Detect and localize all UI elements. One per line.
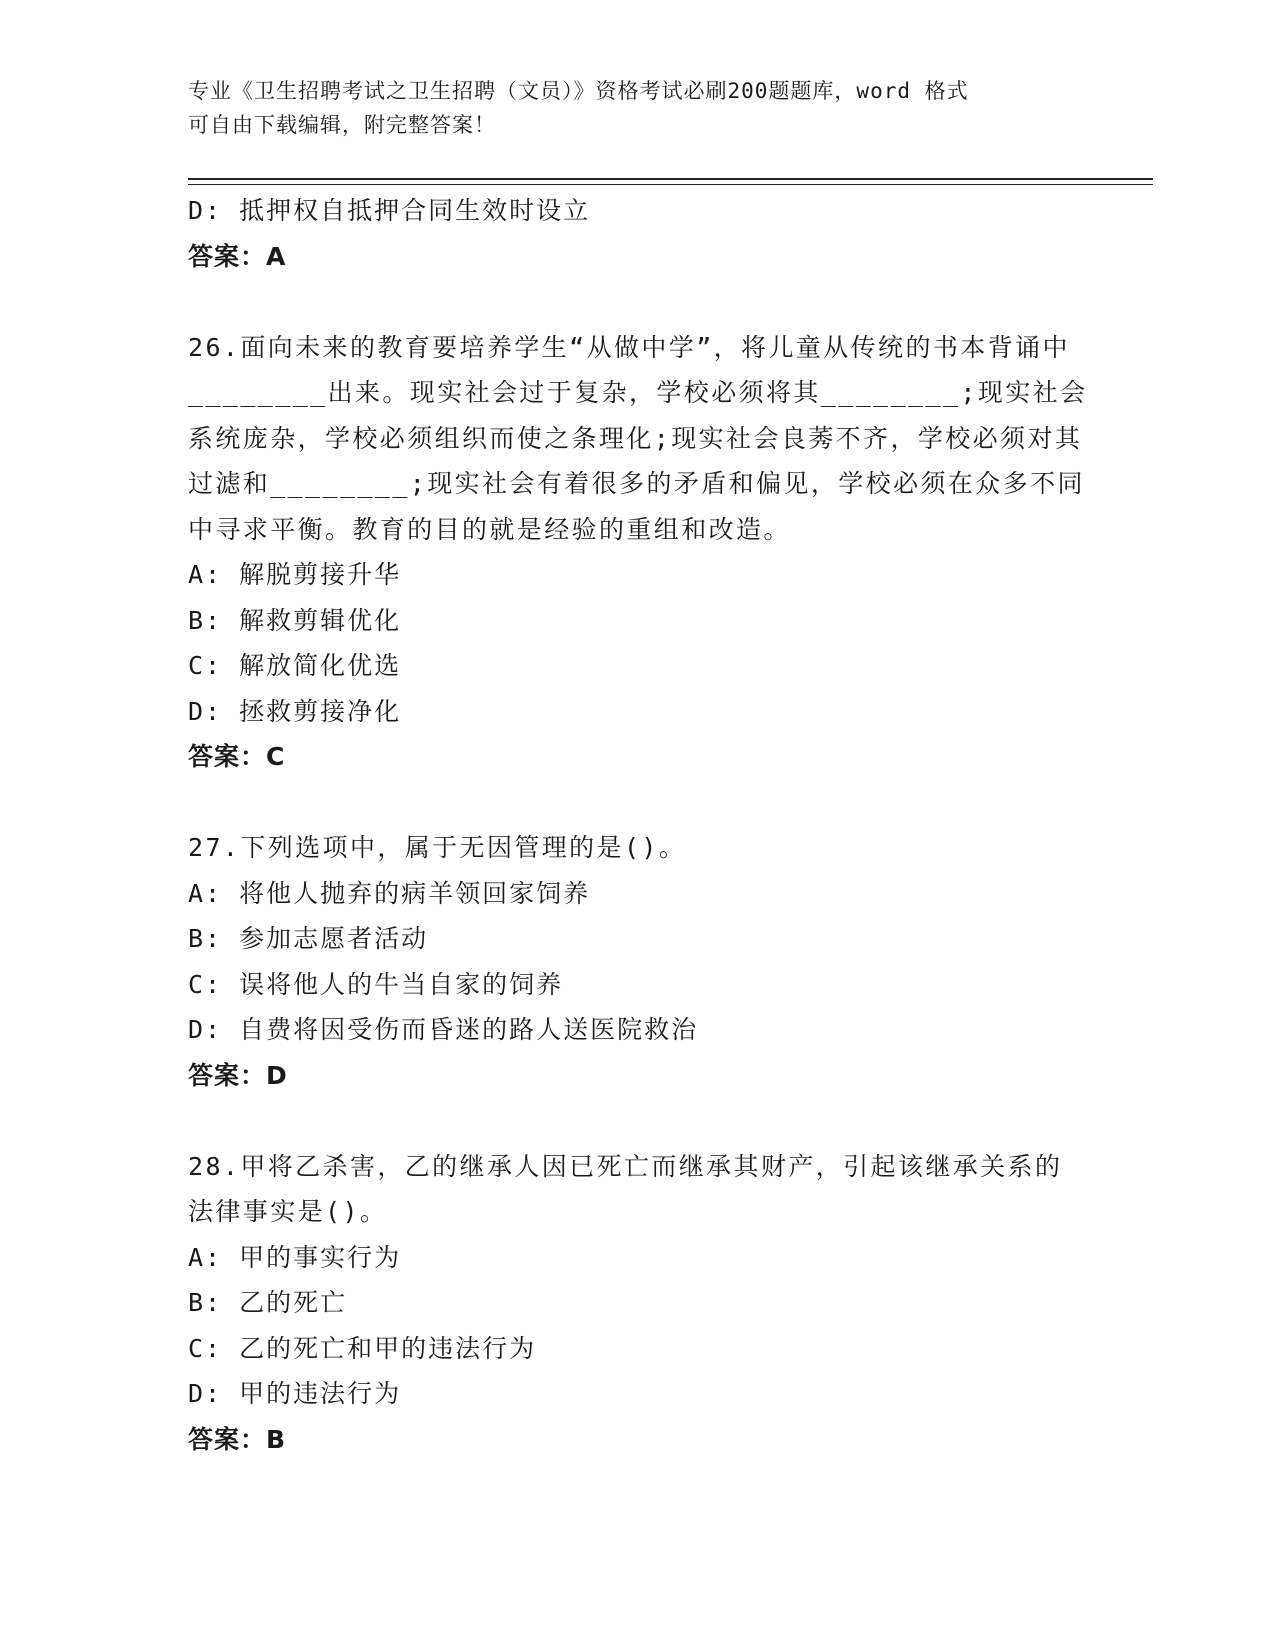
question-stem: 26.面向未来的教育要培养学生“从做中学”，将儿童从传统的书本背诵中________出来。现实社会过于复杂，学校必须将其________;现实社会系统庞杂，学校必须组织而使之条理化;现实社会良莠不齐，学校必须对其过滤和________;现实社会有着很多的矛盾和偏见，学校必须在众多不同中寻求平衡。教育的目的就是经验的重组和改造。	[188, 332, 1088, 544]
spacer	[188, 1098, 1088, 1144]
option-c: C: 乙的死亡和甲的违法行为	[188, 1333, 537, 1363]
header-rule-thin	[188, 184, 1153, 185]
header-title-line-2: 可自由下载编辑，附完整答案！	[188, 113, 496, 137]
answer-label: 答案：B	[188, 1424, 287, 1454]
option-b: B: 解救剪辑优化	[188, 605, 402, 635]
option-d: D: 拯救剪接净化	[188, 696, 402, 726]
option-a: A: 解脱剪接升华	[188, 560, 402, 589]
spacer	[188, 780, 1088, 826]
question-list	[188, 188, 1088, 1462]
option-c: C: 误将他人的牛当自家的饲养	[188, 969, 564, 999]
header-title-line-1: 专业《卫生招聘考试之卫生招聘（文员）》资格考试必刷200题题库，word 格式	[188, 79, 969, 103]
option-d: D: 自费将因受伤而昏迷的路人送医院救治	[188, 1015, 699, 1044]
question-27	[188, 825, 1088, 1098]
option-a: A: 将他人抛弃的病羊领回家饲养	[188, 878, 591, 908]
question-stem: 28.甲将乙杀害，乙的继承人因已死亡而继承其财产，引起该继承关系的法律事实是()。	[188, 1151, 1063, 1226]
option-d: D: 甲的违法行为	[188, 1379, 402, 1408]
answer-label: 答案：D	[188, 1060, 288, 1090]
option-b: B: 乙的死亡	[188, 1288, 348, 1317]
question-stem: 27.下列选项中，属于无因管理的是()。	[188, 833, 687, 862]
header-rule-thick	[188, 178, 1153, 180]
prev-answer: 答案：A	[188, 241, 287, 271]
spacer	[188, 279, 1088, 325]
option-c: C: 解放简化优选	[188, 651, 402, 680]
answer-label: 答案：C	[188, 742, 286, 771]
prev-option-d: D: 抵押权自抵押合同生效时设立	[188, 196, 591, 225]
question-28	[188, 1144, 1088, 1463]
page-header	[188, 74, 1088, 142]
option-b: B: 参加志愿者活动	[188, 924, 429, 953]
question-26	[188, 325, 1088, 780]
option-a: A: 甲的事实行为	[188, 1242, 402, 1272]
